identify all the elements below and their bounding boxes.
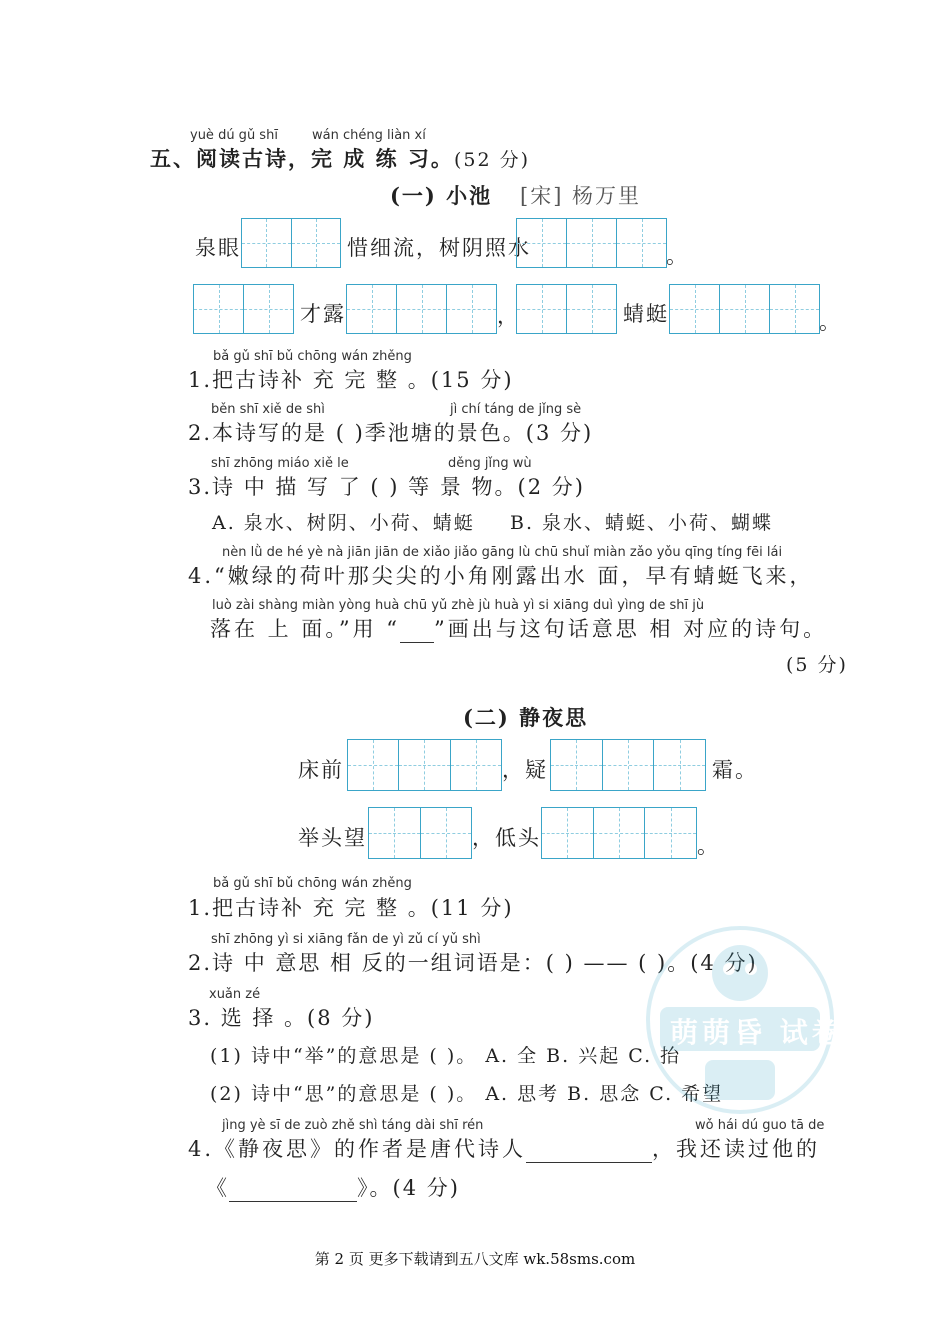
poem2-q3-pinyin: xuǎn zé [209, 987, 261, 1002]
answer-grid-3[interactable] [193, 284, 294, 334]
answer-grid-5[interactable] [516, 284, 617, 334]
poem2-line1-mid: ，疑 [502, 758, 548, 782]
poem1-line2-mid: 蜻蜓 [623, 302, 669, 326]
answer-grid-2[interactable] [516, 218, 667, 268]
answer-blank-poem[interactable] [229, 1183, 357, 1202]
poem2-q4-c2: 》。(4 分) [357, 1176, 460, 1200]
poem1-line1-start: 泉眼 [195, 236, 241, 260]
answer-grid-8[interactable] [550, 739, 706, 791]
answer-grid-1[interactable] [241, 218, 341, 268]
poem2-q4-line1 [188, 1133, 820, 1163]
poem1-q2-pinyin-a: běn shī xiě de shì [211, 402, 325, 417]
poem2-line2-mid: ，低头 [472, 826, 541, 850]
poem2-line1-start: 床前 [298, 758, 344, 782]
answer-grid-6[interactable] [669, 284, 820, 334]
poem2-q1-pinyin: bǎ gǔ shī bǔ chōng wán zhěng [213, 876, 412, 891]
poem1-q1: 1.把古诗补 充 完 整 。(15 分) [188, 368, 514, 392]
poem1-q4-pinyin-1: nèn lǜ de hé yè nà jiān jiān de xiǎo jiǎo gāng lù chū shuǐ miàn zǎo yǒu qīng tíng fēi lái [222, 545, 783, 560]
poem1-q2-pinyin-b: jì chí táng de jǐng sè [450, 402, 582, 417]
poem1-line1-mid: 惜细流，树阴照水 [347, 236, 531, 260]
section-title-pinyin-b: wán chéng liàn xí [312, 128, 426, 143]
poem1-q1-pinyin: bǎ gǔ shī bǔ chōng wán zhěng [213, 349, 412, 364]
poem1-line2-end: 。 [819, 310, 842, 334]
poem2-q3-item1: (1) 诗中“举”的意思是 ( )。 A. 全 B. 兴起 C. 抬 [210, 1045, 682, 1067]
watermark-text: 萌萌昏 试卷 [670, 1016, 844, 1049]
poem1-q4-score: (5 分) [786, 654, 848, 676]
poem2-q4-line2 [206, 1172, 460, 1202]
page-footer: 第 2 页 更多下载请到五八文库 wk.58sms.com [314, 1250, 636, 1268]
poem2-q4-b: ，我还读过他的 [652, 1137, 821, 1161]
poem2-q2: 2.诗 中 意思 相 反的一组词语是：( ) —— ( )。(4 分) [188, 951, 758, 975]
poem1-q4-line2 [210, 613, 827, 643]
underline-sample [400, 624, 434, 643]
section-score: (52 分) [453, 149, 530, 171]
poem2-q4-c1: 《 [206, 1176, 229, 1200]
poem1-line1-end: 。 [666, 244, 689, 268]
answer-grid-4[interactable] [346, 284, 497, 334]
poem2-q1: 1.把古诗补 充 完 整 。(11 分) [188, 896, 514, 920]
poem1-q2: 2.本诗写的是 ( )季池塘的景色。(3 分) [188, 421, 594, 445]
poem1-author: [宋] 杨万里 [520, 184, 642, 208]
poem1-q3-pinyin-a: shī zhōng miáo xiě le [211, 456, 349, 471]
poem1-q4-line1: 4.“嫩绿的荷叶那尖尖的小角刚露出水 面，早有蜻蜓飞来， [188, 564, 814, 588]
poem1-line2-start: 才露 [300, 302, 346, 326]
poem2-line2-start: 举头望 [298, 826, 367, 850]
poem2-line2-end: 。 [697, 834, 720, 858]
section-title [150, 143, 530, 173]
poem1-q4-line2-a: 落在 上 面。”用 “ [210, 617, 400, 641]
poem2-q4-a: 4.《静夜思》的作者是唐代诗人 [188, 1137, 527, 1161]
poem1-q3-option-a[interactable]: A. 泉水、树阴、小荷、蜻蜓 [212, 512, 475, 534]
poem1-q4-pinyin-2: luò zài shàng miàn yòng huà chū yǔ zhè jù huà yì si xiāng duì yìng de shī jù [212, 598, 705, 613]
poem1-heading: (一) 小池 [390, 183, 493, 208]
poem1-q3-option-b[interactable]: B. 泉水、蜻蜓、小荷、蝴蝶 [510, 512, 774, 534]
poem2-q3: 3. 选 择 。(8 分) [188, 1006, 375, 1030]
answer-grid-10[interactable] [541, 807, 697, 859]
poem2-q2-pinyin: shī zhōng yì si xiāng fǎn de yì zǔ cí yǔ shì [211, 932, 481, 947]
section-title-text: 五、阅读古诗，完 成 练 习。 [150, 146, 454, 171]
answer-blank-author[interactable] [526, 1144, 652, 1163]
section-title-pinyin-a: yuè dú gǔ shī [190, 128, 278, 143]
answer-grid-9[interactable] [368, 807, 472, 859]
watermark-logo [625, 925, 855, 1125]
poem1-q3: 3.诗 中 描 写 了 ( ) 等 景 物。(2 分) [188, 475, 585, 499]
poem2-q4-pinyin-a: jìng yè sī de zuò zhě shì táng dài shī rén [222, 1118, 484, 1133]
poem2-q3-item2: (2) 诗中“思”的意思是 ( )。 A. 思考 B. 思念 C. 希望 [210, 1083, 724, 1105]
poem2-heading: (二) 静夜思 [463, 705, 589, 730]
answer-grid-7[interactable] [347, 739, 502, 791]
poem2-line1-end: 霜。 [712, 758, 758, 782]
poem1-q3-pinyin-b: děng jǐng wù [448, 456, 532, 471]
poem2-q4-pinyin-b: wǒ hái dú guo tā de [695, 1118, 825, 1133]
poem1-line2-comma: ， [497, 304, 520, 328]
poem1-q4-line2-b: ”画出与这句话意思 相 对应的诗句。 [434, 617, 828, 641]
